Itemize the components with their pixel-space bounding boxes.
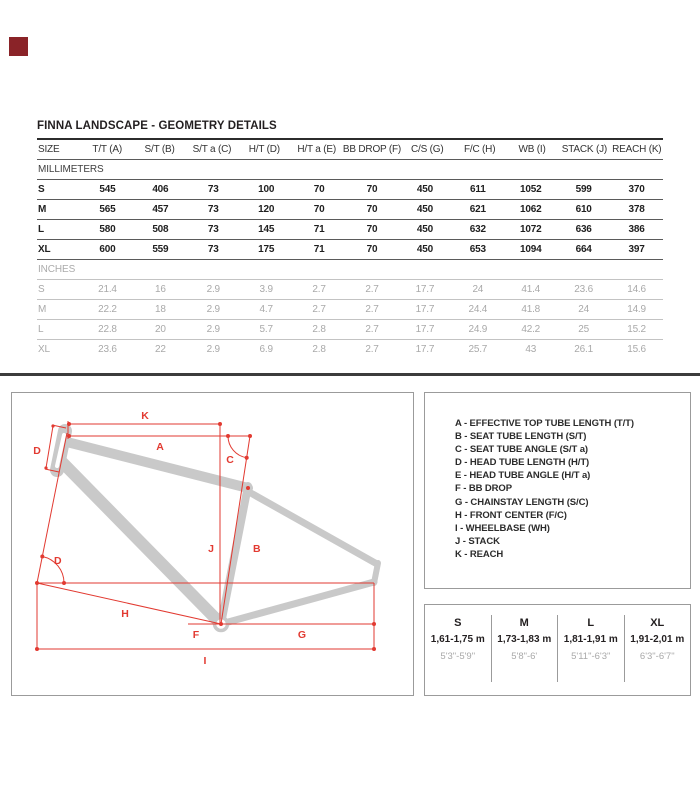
height-feet: 5'11"-6'3" (571, 651, 611, 662)
row-size-label: M (38, 304, 47, 315)
geometry-row (37, 200, 663, 220)
geometry-cell: 1062 (519, 204, 542, 215)
geometry-cell: 73 (207, 204, 219, 215)
legend-item: G - CHAINSTAY LENGTH (S/C) (455, 496, 589, 508)
geometry-cell: 2.9 (206, 304, 220, 315)
seat-stay (249, 492, 377, 564)
geometry-cell: 632 (469, 224, 486, 235)
label-front-center: H (121, 608, 129, 620)
geometry-cell: 565 (99, 204, 116, 215)
geometry-row (37, 320, 663, 340)
geometry-cell: 24 (472, 284, 484, 295)
geometry-cell: 580 (99, 224, 116, 235)
row-size-label: XL (38, 344, 50, 355)
geometry-cell: 450 (416, 224, 433, 235)
label-effective-top-tube: A (156, 441, 164, 453)
height-meters: 1,91-2,01 m (630, 634, 685, 645)
geometry-cell: 145 (258, 224, 275, 235)
geometry-cell: H/T (D) (248, 144, 280, 155)
geometry-cell: 70 (366, 184, 378, 195)
brand-mark (9, 37, 28, 56)
legend-item: I - WHEELBASE (WH) (455, 522, 550, 534)
geometry-cell: 664 (575, 244, 592, 255)
size-label: L (587, 617, 595, 629)
label-stack: J (208, 543, 214, 555)
geometry-cell: 2.7 (365, 284, 379, 295)
geometry-cell: 14.9 (627, 304, 646, 315)
geometry-cell: 2.7 (312, 284, 326, 295)
height-feet: 6'3"-6'7" (639, 651, 675, 662)
legend-item: H - FRONT CENTER (F/C) (455, 509, 567, 521)
geometry-cell: 14.6 (627, 284, 646, 295)
geometry-cell: 17.7 (415, 324, 435, 335)
geometry-cell: 508 (152, 224, 169, 235)
geometry-cell: 545 (99, 184, 116, 195)
geometry-cell: 2.7 (365, 344, 379, 355)
rear-dropout (374, 563, 378, 583)
label-head-tube-angle: D (54, 555, 62, 567)
geometry-cell: 24.9 (468, 324, 488, 335)
geometry-section-label: INCHES (38, 264, 76, 275)
row-size-label: SIZE (38, 144, 60, 155)
geometry-cell: 611 (470, 184, 486, 195)
geometry-cell: 25 (578, 324, 589, 335)
legend-item: J - STACK (455, 535, 500, 547)
geometry-cell: 22.2 (98, 304, 117, 315)
geometry-cell: T/T (A) (92, 144, 122, 155)
legend-item: C - SEAT TUBE ANGLE (S/T a) (455, 444, 588, 456)
size-label: M (519, 617, 529, 629)
row-size-label: S (38, 184, 45, 195)
geometry-cell: 23.6 (574, 284, 593, 295)
label-seat-tube-length: B (253, 543, 261, 555)
geometry-cell: 25.7 (468, 344, 488, 355)
geometry-cell: S/T (B) (144, 144, 175, 155)
geometry-cell: BB DROP (F) (342, 144, 402, 155)
geometry-cell: 71 (313, 224, 325, 235)
geometry-row (37, 280, 663, 300)
size-column (425, 615, 491, 682)
geometry-cell: 42.2 (521, 324, 541, 335)
geometry-cell: 450 (416, 204, 433, 215)
legend-item: E - HEAD TUBE ANGLE (H/T a) (455, 470, 591, 482)
geometry-row (37, 340, 663, 359)
legend-item: B - SEAT TUBE LENGTH (S/T) (455, 431, 587, 443)
geometry-cell: REACH (K) (612, 144, 662, 155)
size-column (557, 615, 624, 682)
page-title: FINNA LANDSCAPE - GEOMETRY DETAILS (37, 120, 277, 132)
geometry-cell: 15.2 (627, 324, 646, 335)
down-tube (59, 459, 221, 624)
rider-size-panel (424, 604, 691, 696)
geometry-cell: 6.9 (259, 344, 273, 355)
geometry-cell: 17.7 (415, 344, 435, 355)
row-size-label: M (38, 204, 47, 215)
size-column (624, 615, 691, 682)
geometry-cell: 17.7 (415, 304, 435, 315)
geometry-cell: 22 (154, 344, 166, 355)
geometry-cell: 41.4 (521, 284, 541, 295)
frame-diagram-panel (11, 392, 414, 696)
geometry-cell: 653 (469, 244, 486, 255)
geometry-cell: 18 (154, 304, 166, 315)
geometry-cell: 397 (628, 244, 645, 255)
label-bb-drop: F (192, 629, 200, 641)
geometry-cell: 17.7 (415, 284, 435, 295)
geometry-cell: C/S (G) (411, 144, 444, 155)
geometry-cell: 378 (628, 204, 645, 215)
geometry-table (37, 138, 663, 359)
size-column (491, 615, 558, 682)
geometry-cell: 70 (313, 204, 325, 215)
geometry-cell: 2.9 (206, 344, 220, 355)
label-seat-tube-angle: C (226, 454, 234, 466)
geometry-cell: 2.7 (365, 324, 379, 335)
geometry-cell: 21.4 (98, 284, 117, 295)
geometry-cell: 73 (207, 224, 219, 235)
geometry-cell: 599 (575, 184, 592, 195)
geometry-cell: 2.8 (312, 344, 326, 355)
label-wheelbase: I (203, 655, 207, 667)
height-meters: 1,73-1,83 m (497, 634, 552, 645)
row-size-label: L (38, 324, 44, 335)
height-feet: 5'3"-5'9" (440, 651, 476, 662)
geometry-cell: 2.7 (312, 304, 326, 315)
seat-tube (221, 486, 248, 624)
geometry-cell: 73 (207, 244, 219, 255)
geometry-cell: 70 (366, 204, 378, 215)
geometry-cell: 636 (575, 224, 592, 235)
geometry-cell: 3.9 (259, 284, 273, 295)
geometry-cell: 70 (366, 244, 378, 255)
geometry-cell: 22.8 (98, 324, 117, 335)
legend-list (455, 417, 634, 561)
geometry-cell: STACK (J) (561, 144, 608, 155)
row-size-label: XL (38, 244, 51, 255)
legend-item: F - BB DROP (455, 483, 512, 495)
height-meters: 1,81-1,91 m (563, 634, 618, 645)
geometry-cell: 175 (258, 244, 275, 255)
geometry-cell: 100 (258, 184, 275, 195)
geometry-cell: 2.7 (365, 304, 379, 315)
geometry-cell: 450 (416, 184, 433, 195)
geometry-cell: 73 (207, 184, 219, 195)
row-size-label: L (38, 224, 44, 235)
geometry-cell: 23.6 (98, 344, 117, 355)
legend-item: D - HEAD TUBE LENGTH (H/T) (455, 457, 590, 469)
geometry-cell: 70 (366, 224, 378, 235)
geometry-cell: 2.8 (312, 324, 326, 335)
geometry-row (37, 300, 663, 320)
geometry-row (37, 240, 663, 260)
geometry-section-row (37, 260, 663, 280)
section-divider (0, 373, 700, 376)
geometry-cell: 1094 (519, 244, 542, 255)
label-reach: K (141, 410, 149, 422)
geometry-table-header (37, 140, 663, 160)
geometry-section-row (37, 160, 663, 180)
chain-stay (221, 582, 374, 624)
legend-panel (424, 392, 691, 589)
geometry-cell: 2.9 (206, 284, 220, 295)
geometry-cell: 24.4 (468, 304, 488, 315)
geometry-cell: 24 (578, 304, 589, 315)
row-size-label: S (38, 284, 45, 295)
geometry-cell: 370 (628, 184, 645, 195)
geometry-cell: 70 (313, 184, 325, 195)
height-feet: 5'8"-6' (511, 651, 538, 662)
geometry-cell: 20 (154, 324, 166, 335)
geometry-cell: 621 (469, 204, 486, 215)
geometry-cell: 600 (99, 244, 116, 255)
geometry-cell: 15.6 (627, 344, 646, 355)
geometry-cell: 1072 (519, 224, 542, 235)
geometry-cell: 1052 (519, 184, 542, 195)
geometry-section-label: MILLIMETERS (38, 164, 104, 175)
geometry-cell: S/T a (C) (192, 144, 232, 155)
geometry-cell: 41.8 (521, 304, 541, 315)
label-head-tube-length: D (33, 445, 41, 457)
height-meters: 1,61-1,75 m (430, 634, 485, 645)
geometry-cell: H/T a (E) (297, 144, 336, 155)
geometry-cell: 2.9 (206, 324, 220, 335)
geometry-cell: 120 (258, 204, 275, 215)
geometry-cell: 386 (628, 224, 645, 235)
geometry-cell: 16 (154, 284, 166, 295)
geometry-cell: 457 (152, 204, 169, 215)
geometry-cell: 71 (313, 244, 325, 255)
geometry-cell: F/C (H) (463, 144, 496, 155)
bike-frame (57, 431, 378, 631)
legend-item: K - REACH (455, 548, 504, 560)
geometry-cell: WB (I) (518, 144, 546, 155)
legend-item: A - EFFECTIVE TOP TUBE LENGTH (T/T) (455, 418, 634, 429)
geometry-cell: 5.7 (259, 324, 273, 335)
geometry-cell: 559 (152, 244, 169, 255)
frame-diagram (12, 393, 413, 695)
geometry-row (37, 180, 663, 200)
size-label: S (454, 617, 462, 629)
geometry-row (37, 220, 663, 240)
geometry-cell: 450 (416, 244, 433, 255)
label-chainstay: G (297, 629, 307, 641)
geometry-cell: 26.1 (574, 344, 593, 355)
geometry-cell: 406 (152, 184, 169, 195)
geometry-cell: 610 (575, 204, 592, 215)
geometry-cell: 43 (525, 344, 537, 355)
size-label: XL (650, 617, 665, 629)
geometry-cell: 4.7 (259, 304, 273, 315)
